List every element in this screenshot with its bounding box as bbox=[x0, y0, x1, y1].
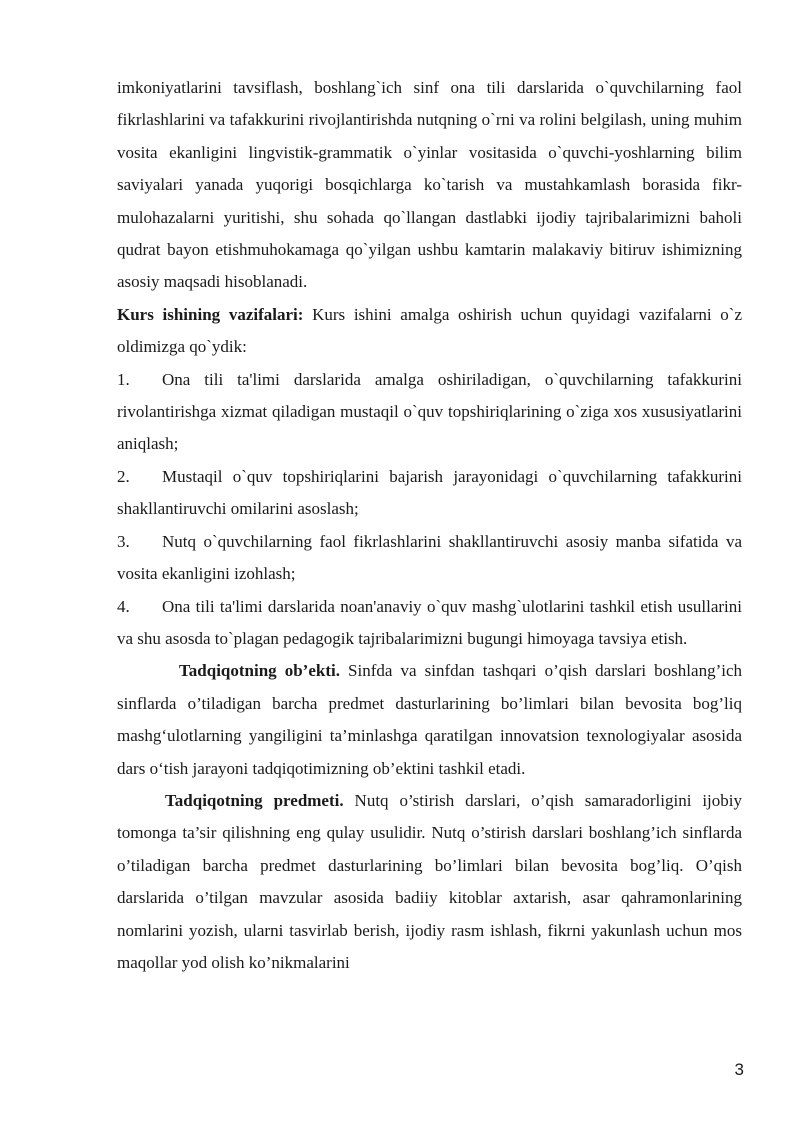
task-item-number: 2. bbox=[117, 466, 130, 486]
task-item bbox=[117, 364, 742, 461]
tasks-text: Kurs ishini amalga oshirish uchun quyidagi vazifalarni o`z oldimizga qo`ydik: bbox=[117, 304, 742, 357]
intro-paragraph: imkoniyatlarini tavsiflash, boshlang`ich sinf ona tili darslarida o`quvchilarning faol fikrlashlarini va tafakkurini rivojlantirishda nutqning o`rni va rolini belgilash, uning muhim vosita ekanligini lingvistik-grammatik o`yinlar vositasida o`quvchi-yoshlarning bilim saviyalari yanada yuqorigi bosqichlarga ko`tarish va mustahkamlash borasida fikr-mulohazalarni yuritishi, shu sohada qo`llangan dastlabki ijodiy tajribalarimizni baholi qudrat bayon etishmuhokamaga qo`yilgan ushbu kamtarin malakaviy bitiruv ishimizning asosiy maqsadi hisoblanadi. bbox=[117, 78, 742, 292]
object-heading: Tadqiqotning ob’ekti. bbox=[179, 661, 340, 681]
subject-paragraph bbox=[117, 785, 742, 979]
task-item-text: Mustaqil o`quv topshiriqlarini bajarish jarayonidagi o`quvchilarning tafakkurini shakllantiruvchi omilarini asoslash; bbox=[117, 466, 742, 519]
task-item bbox=[117, 591, 742, 656]
page-number: 3 bbox=[734, 1060, 744, 1079]
object-paragraph bbox=[117, 655, 742, 785]
task-item bbox=[117, 526, 742, 591]
task-item-text: Ona tili ta'limi darslarida noan'anaviy o`quv mashg`ulotlarini tashkil etish usullarini va shu asosda to`plagan pedagogik tajribalarimizni bugungi himoyaga tavsiya etish. bbox=[117, 596, 742, 648]
tasks-paragraph bbox=[117, 299, 742, 364]
subject-heading: Tadqiqotning predmeti. bbox=[165, 790, 344, 810]
tasks-heading: Kurs ishining vazifalari: bbox=[117, 304, 304, 324]
task-item bbox=[117, 461, 742, 526]
task-item-number: 3. bbox=[117, 531, 130, 551]
object-text: Sinfda va sinfdan tashqari o’qish darslari boshlang’ich sinflarda o’tiladigan barcha predmet dasturlarining bo’limlari bilan bevosita bog’liq mashg‘ulotlarning yangiligini ta’minlashga qaratilgan innovatsion texnologiyalar asosida dars o‘tish jarayoni tadqiqotimizning ob’ektini tashkil etadi. bbox=[117, 661, 742, 778]
task-item-text: Nutq o`quvchilarning faol fikrlashlarini shakllantiruvchi asosiy manba sifatida va vosita ekanligini izohlash; bbox=[117, 531, 742, 584]
task-item-text: Ona tili ta'limi darslarida amalga oshiriladigan, o`quvchilarning tafakkurini rivolantirishga xizmat qiladigan mustaqil o`quv topshiriqlarining o`ziga xos xususiyatlarini aniqlash; bbox=[117, 369, 742, 454]
task-item-number: 1. bbox=[117, 369, 130, 389]
page-body bbox=[117, 72, 742, 979]
task-item-number: 4. bbox=[117, 596, 130, 616]
subject-text: Nutq o’stirish darslari, o’qish samaradorligini ijobiy tomonga ta’sir qilishning eng qulay usulidir. Nutq o’stirish darslari boshlang’ich sinflarda o’tiladigan barcha predmet dasturlarining bo’limlari bilan bevosita bog’liq. O’qish darslarida o’tilgan mavzular asosida badiiy kitoblar axtarish, asar qahramonlarining nomlarini yozish, ularni tasvirlab berish, ijodiy rasm ishlash, fikrni yakunlash uchun mos maqollar yod olish ko’nikmalarini bbox=[117, 790, 742, 972]
